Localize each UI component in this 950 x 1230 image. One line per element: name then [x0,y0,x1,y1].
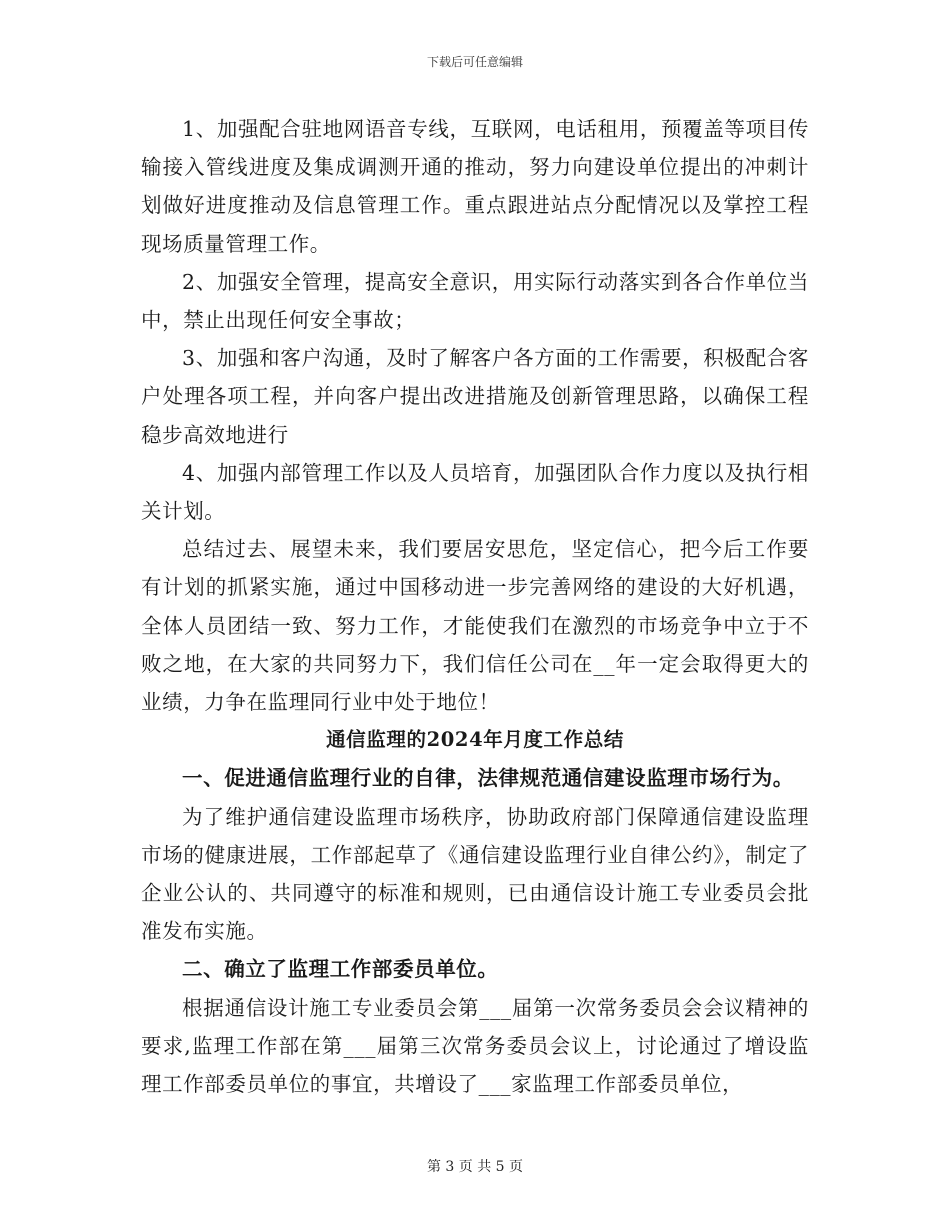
paragraph-item-2: 2、加强安全管理，提高安全意识，用实际行动落实到各合作单位当中，禁止出现任何安全事故； [141,269,809,333]
section-heading-2: 二、确立了监理工作部委员单位。 [182,957,499,982]
document-body [141,110,809,1103]
page-header: 下载后可任意编辑 [426,55,523,69]
section-body-1: 为了维护通信建设监理市场秩序，协助政府部门保障通信建设监理市场的健康进展，工作部起草了《通信建设监理行业自律公约》，制定了企业公认的、共同遵守的标准和规则，已由通信设计施工专业委员会批准发布实施。 [141,804,809,944]
paragraph-item-1: 1、加强配合驻地网语音专线，互联网，电话租用，预覆盖等项目传输接入管线进度及集成调测开通的推动，努力向建设单位提出的冲刺计划做好进度推动及信息管理工作。重点跟进站点分配情况以及掌控工程现场质量管理工作。 [141,117,809,256]
section-body-2: 根据通信设计施工专业委员会第___届第一次常务委员会会议精神的要求,监理工作部在第___届第三次常务委员会议上，讨论通过了增设监理工作部委员单位的事宜，共增设了___家监理工作部委员单位， [141,995,809,1097]
section-heading-1: 一、促进通信监理行业的自律，法律规范通信建设监理市场行为。 [182,766,794,791]
page-footer: 第 3 页 共 5 页 [426,1159,524,1175]
paragraph-summary: 总结过去、展望未来，我们要居安思危，坚定信心，把今后工作要有计划的抓紧实施，通过中国移动进一步完善网络的建设的大好机遇，全体人员团结一致、努力工作，才能使我们在激烈的市场竞争中立于不败之地，在大家的共同努力下，我们信任公司在__年一定会取得更大的业绩，力争在监理同行业中处于地位！ [141,537,809,715]
paragraph-item-3: 3、加强和客户沟通，及时了解客户各方面的工作需要，积极配合客户处理各项工程，并向客户提出改进措施及创新管理思路，以确保工程稳步高效地进行 [141,346,809,447]
document-title: 通信监理的2024年月度工作总结 [326,728,624,752]
paragraph-item-4: 4、加强内部管理工作以及人员培育，加强团队合作力度以及执行相关计划。 [141,460,809,524]
